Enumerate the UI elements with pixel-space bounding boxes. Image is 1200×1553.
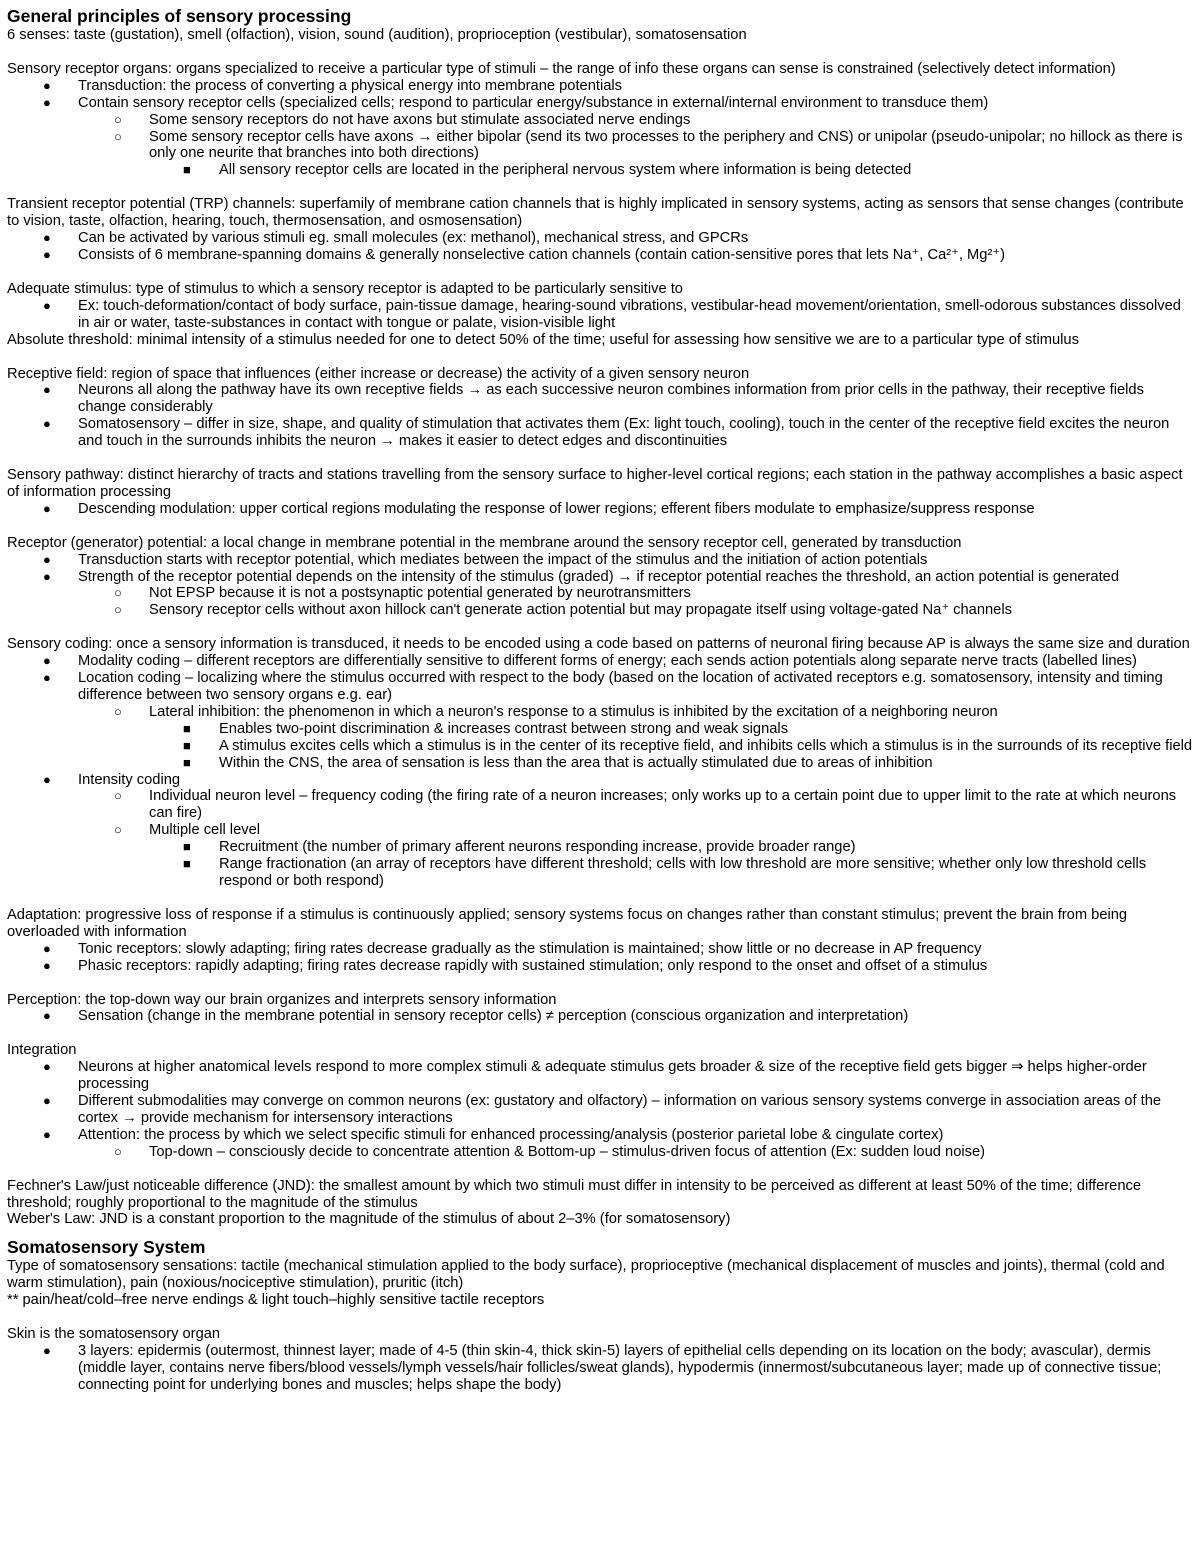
paragraph: 6 senses: taste (gustation), smell (olfaction), vision, sound (audition), proprioception (vestibular), somatosensation (7, 27, 747, 43)
bullet-list (7, 78, 1193, 179)
list-item: ○ Individual neuron level – frequency coding (the firing rate of a neuron increases; only works up to a certain point due to upper limit to the rate at which neurons can fire) (114, 788, 1177, 822)
bullet-icon: ● (43, 1093, 51, 1109)
list-item: ● Neurons at higher anatomical levels respond to more complex stimuli & adequate stimulus gets broader & size of the receptive field gets bigger ⇒ helps higher-order processing (43, 1059, 1147, 1093)
bullet-icon: ● (43, 551, 51, 567)
list-item: ○ Some sensory receptors do not have axons but stimulate associated nerve endings (114, 111, 691, 128)
list-item: ● Can be activated by various stimuli eg. small molecules (ex: methanol), mechanical stress, and GPCRs (43, 230, 749, 247)
bullet-icon: ● (43, 670, 51, 686)
bullet-icon: ● (43, 382, 51, 398)
bullet-icon: ● (43, 771, 51, 787)
bullet-icon: ● (43, 94, 51, 110)
list-item: ■ Enables two-point discrimination & increases contrast between strong and weak signals (183, 720, 789, 737)
bullet-list (7, 298, 1193, 332)
list-item: ● Contain sensory receptor cells (specialized cells; respond to particular energy/substance in external/internal environment to transduce them) (43, 94, 989, 111)
bullet-icon: ● (43, 77, 51, 93)
bullet-icon: ● (43, 568, 51, 584)
paragraph: Transient receptor potential (TRP) channels: superfamily of membrane cation channels that is highly implicated in sensory systems, acting as sensors that sense changes (contribute to vision, taste, olfaction, hearing, touch, thermosensation, and osmosensation) (7, 196, 1184, 230)
list-item: ○ Lateral inhibition: the phenomenon in which a neuron's response to a stimulus is inhibited by the excitation of a neighboring neuron (114, 703, 998, 720)
bullet-icon: ● (43, 297, 51, 313)
list-item: ● Consists of 6 membrane-spanning domains & generally nonselective cation channels (contain cation-sensitive pores that lets Na⁺, Ca²⁺, Mg²⁺) (43, 246, 1005, 263)
list-item: ○ Some sensory receptor cells have axons → either bipolar (send its two processes to the periphery and CNS) or unipolar (pseudo-unipolar; no hillock as there is only one neurite that branches into both directions) (114, 128, 1183, 162)
paragraph: Skin is the somatosensory organ (7, 1326, 221, 1343)
list-item: ● Ex: touch-deformation/contact of body surface, pain-tissue damage, hearing-sound vibrations, vestibular-head movement/orientation, smell-odorous substances dissolved in air or water, taste-substances in contact with tongue or palate, vision-visible light (43, 297, 1181, 331)
paragraph: ** pain/heat/cold–free nerve endings & light touch–highly sensitive tactile receptors (7, 1292, 545, 1309)
bullet-list (7, 230, 1193, 264)
bullet-icon: ■ (183, 839, 191, 855)
list-item: ● Attention: the process by which we select specific stimuli for enhanced processing/analysis (posterior parietal lobe & cingulate cortex) (43, 1126, 944, 1143)
list-item: ○ Not EPSP because it is not a postsynaptic potential generated by neurotransmitters (114, 585, 691, 602)
list-item: ● Transduction: the process of converting a physical energy into membrane potentials (43, 77, 623, 94)
paragraph: Integration (7, 1042, 77, 1059)
bullet-list (7, 941, 1193, 975)
paragraph: Sensory pathway: distinct hierarchy of tracts and stations travelling from the sensory surface to higher-level cortical regions; each station in the pathway accomplishes a basic aspect of information processing (7, 467, 1183, 500)
list-item: ■ Recruitment (the number of primary afferent neurons responding increase, provide broader range) (183, 839, 856, 856)
bullet-icon: ● (43, 1008, 51, 1024)
section-heading-somatosensory: Somatosensory System (7, 1237, 206, 1258)
paragraph: Receptor (generator) potential: a local change in membrane potential in the membrane around the sensory receptor cell, generated by transduction (7, 534, 962, 551)
list-item: ● Neurons all along the pathway have its own receptive fields → as each successive neuron combines information from prior cells in the pathway, their receptive fields change considerably (43, 382, 1144, 416)
bullet-icon: ○ (114, 703, 122, 719)
bullet-icon: ○ (114, 128, 122, 144)
paragraph: Sensory receptor organs: organs specialized to receive a particular type of stimuli – the range of info these organs can sense is constrained (selectively detect information) (7, 60, 1116, 77)
list-item: ● Sensation (change in the membrane potential in sensory receptor cells) ≠ perception (conscious organization and interpretation) (43, 1008, 909, 1025)
bullet-icon: ● (43, 500, 51, 516)
bullet-icon: ○ (114, 822, 122, 838)
bullet-icon: ● (43, 1343, 51, 1358)
bullet-icon: ○ (114, 1143, 122, 1159)
paragraph: Adequate stimulus: type of stimulus to which a sensory receptor is adapted to be particularly sensitive to (7, 280, 683, 297)
bullet-icon: ■ (183, 856, 191, 872)
bullet-icon: ■ (183, 162, 191, 178)
document (7, 6, 1193, 1394)
bullet-list (7, 1059, 1193, 1160)
paragraph: Sensory coding: once a sensory information is transduced, it needs to be encoded using a code based on patterns of neuronal firing because AP is always the same size and duration (7, 636, 1190, 653)
list-item: ● Different submodalities may converge on common neurons (ex: gustatory and olfactory) – information on various sensory systems converge in association areas of the cortex → provide mechanism for intersensory interactions (43, 1093, 1162, 1126)
bullet-icon: ● (43, 957, 51, 973)
paragraph: Perception: the top-down way our brain organizes and interprets sensory information (7, 991, 557, 1008)
paragraph: Weber's Law: JND is a constant proportion to the magnitude of the stimulus of about 2–3% (for somatosensory) (7, 1211, 731, 1228)
bullet-list (7, 1008, 1193, 1025)
list-item: ● Location coding – localizing where the stimulus occurred with respect to the body (based on the location of activated receptors e.g. somatosensory, intensity and timing difference between two sensory organs e.g. ear) (43, 670, 1163, 703)
list-item: ● Descending modulation: upper cortical regions modulating the response of lower regions; efferent fibers modulate to emphasize/suppress response (43, 500, 1035, 517)
list-item: ● Phasic receptors: rapidly adapting; firing rates decrease rapidly with sustained stimulation; only respond to the onset and offset of a stimulus (43, 957, 988, 974)
section-heading-general: General principles of sensory processing (7, 6, 352, 26)
paragraph: Fechner's Law/just noticeable difference (JND): the smallest amount by which two stimuli must differ in intensity to be perceived as different at least 50% of the time; difference threshold; roughly proportional to the magnitude of the stimulus (7, 1177, 1142, 1211)
bullet-icon: ● (43, 940, 51, 956)
bullet-icon: ● (43, 1126, 51, 1142)
bullet-icon: ■ (183, 737, 191, 753)
bullet-icon: ● (43, 416, 51, 432)
bullet-icon: ○ (114, 585, 122, 601)
list-item: ● Transduction starts with receptor potential, which mediates between the impact of the stimulus and the initiation of action potentials (43, 551, 928, 568)
list-item: ● Strength of the receptor potential depends on the intensity of the stimulus (graded) → if receptor potential reaches the threshold, an action potential is generated (43, 568, 1120, 585)
bullet-icon: ○ (114, 602, 122, 618)
bullet-icon: ● (43, 246, 51, 262)
list-item: ● Tonic receptors: slowly adapting; firing rates decrease gradually as the stimulation is maintained; show little or no decrease in AP frequency (43, 940, 982, 957)
list-item: ■ A stimulus excites cells which a stimulus is in the center of its receptive field, and inhibits cells which a stimulus is in the surrounds of its receptive field (183, 737, 1193, 754)
paragraph: Receptive field: region of space that influences (either increase or decrease) the activity of a given sensory neuron (7, 365, 750, 382)
list-item: ● Somatosensory – differ in size, shape, and quality of stimulation that activates them (Ex: light touch, cooling), touch in the center of the receptive field excites the neuron and touch in the surrounds inhibits the neuron → makes it easier to detect edges and discontinuities (43, 416, 1170, 450)
bullet-icon: ○ (114, 788, 122, 804)
paragraph: Adaptation: progressive loss of response if a stimulus is continuously applied; sensory systems focus on changes rather than constant stimulus; prevent the brain from being overloaded with information (7, 906, 1128, 940)
paragraph: Type of somatosensory sensations: tactile (mechanical stimulation applied to the body surface), proprioceptive (mechanical displacement of muscles and joints), thermal (cold and warm stimulation), pain (noxious/nociceptive stimulation), pruritic (itch) (7, 1258, 1165, 1292)
list-item: ■ Range fractionation (an array of receptors have different threshold; cells with low threshold are more sensitive; whether only low threshold cells respond or both respond) (183, 856, 1147, 889)
list-item: ○ Sensory receptor cells without axon hillock can't generate action potential but may propagate itself using voltage-gated Na⁺ channels (114, 602, 1012, 619)
list-item: ■ All sensory receptor cells are located in the peripheral nervous system where information is being detected (183, 162, 912, 179)
bullet-icon: ○ (114, 111, 122, 127)
list-item: ○ Top-down – consciously decide to concentrate attention & Bottom-up – stimulus-driven focus of attention (Ex: sudden loud noise) (114, 1143, 986, 1160)
bullet-list (7, 501, 1193, 518)
bullet-icon: ■ (183, 754, 191, 770)
bullet-icon: ● (43, 1059, 51, 1075)
bullet-icon: ● (43, 230, 51, 246)
bullet-list (7, 552, 1193, 620)
bullet-list (7, 653, 1193, 890)
bullet-list (7, 1343, 1193, 1394)
paragraph: Absolute threshold: minimal intensity of a stimulus needed for one to detect 50% of the time; useful for assessing how sensitive we are to a particular type of stimulus (7, 331, 1079, 348)
list-item: ○ Multiple cell level (114, 822, 261, 839)
list-item: ■ Within the CNS, the area of sensation is less than the area that is actually stimulated due to areas of inhibition (183, 754, 933, 771)
bullet-list (7, 382, 1193, 450)
list-item: ● Modality coding – different receptors are differentially sensitive to different forms of energy; each sends action potentials along separate nerve tracts (labelled lines) (43, 653, 1137, 670)
bullet-icon: ■ (183, 720, 191, 736)
bullet-icon: ● (43, 653, 51, 669)
list-item: ● 3 layers: epidermis (outermost, thinnest layer; made of 4-5 (thin skin-4, thick skin-5) layers of epithelial cells depending on its location on the body; avascular), dermis (middle layer, contains nerve fibers/blood vessels/lymph vessels/hair follicles/sweat glands), hypodermis (innermost/subcutaneous layer; made up of connective tissue; connecting point for underlying bones and muscles; helps shape the body) (43, 1343, 1162, 1393)
list-item: ● Intensity coding (43, 771, 181, 788)
